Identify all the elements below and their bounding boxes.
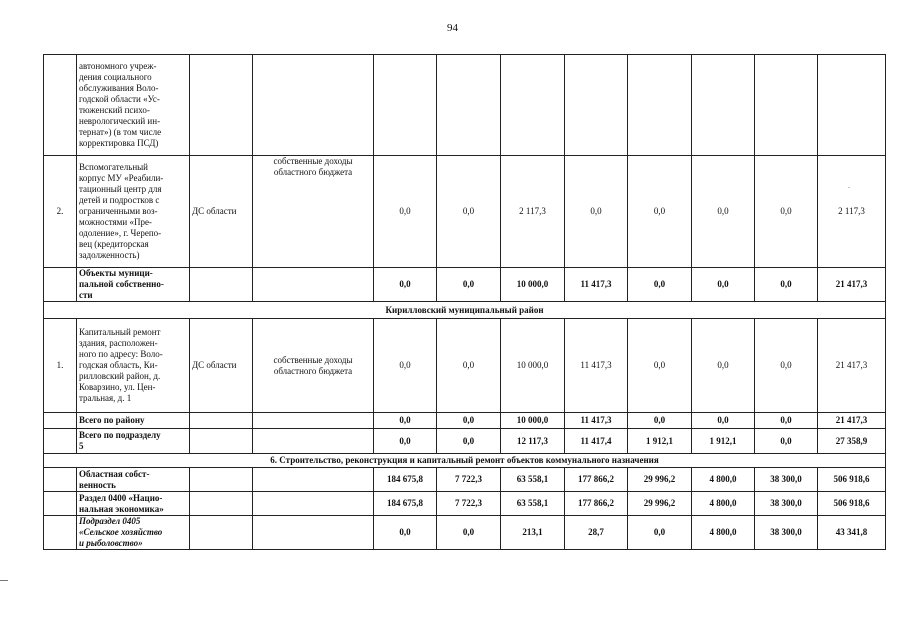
row-number — [44, 413, 77, 429]
object-name: Капитальный ремонт здания, расположен- ного по адресу: Воло- годская область, Ки- рилловский район, д. Коварзино, ул. Цен- тральная, д. 1 — [77, 319, 190, 413]
amount-cell: 0,0 — [374, 516, 437, 550]
amount-cell: 29 996,2 — [628, 492, 692, 516]
amount-cell: 29 996,2 — [628, 468, 692, 492]
funding-source — [253, 492, 374, 516]
amount-cell: 0,0 — [628, 516, 692, 550]
amount-cell: 11 417,4 — [565, 429, 628, 454]
budget-table — [43, 54, 886, 550]
amount-cell: 0,0 — [755, 268, 818, 302]
amount-cell — [437, 55, 501, 156]
object-name: Объекты муници- пальной собственно- сти — [77, 268, 190, 302]
responsible-entity: ДС области — [190, 156, 253, 268]
amount-cell: 0,0 — [437, 319, 501, 413]
amount-cell: 28,7 — [565, 516, 628, 550]
funding-source — [253, 468, 374, 492]
amount-cell: 7 722,3 — [437, 492, 501, 516]
object-name: Всего по подразделу 5 — [77, 429, 190, 454]
amount-cell — [628, 55, 692, 156]
object-name: Всего по району — [77, 413, 190, 429]
amount-cell: 2 117,3 — [818, 156, 886, 268]
table-row — [44, 492, 886, 516]
amount-cell: 0,0 — [374, 413, 437, 429]
amount-cell: 0,0 — [755, 156, 818, 268]
amount-cell: 21 417,3 — [818, 268, 886, 302]
object-name: автономного учреж- дения социального обслуживания Воло- годской области «Ус- тюженский психо- неврологический ин- тернат») (в том числе корректировка ПСД) — [77, 55, 190, 156]
amount-cell: 11 417,3 — [565, 319, 628, 413]
row-number — [44, 55, 77, 156]
amount-cell — [755, 55, 818, 156]
amount-cell: 4 800,0 — [692, 492, 755, 516]
amount-cell: 0,0 — [755, 413, 818, 429]
responsible-entity — [190, 413, 253, 429]
responsible-entity — [190, 468, 253, 492]
table-row — [44, 268, 886, 302]
amount-cell — [374, 55, 437, 156]
amount-cell: 0,0 — [628, 268, 692, 302]
amount-cell: 506 918,6 — [818, 468, 886, 492]
funding-source — [253, 55, 374, 156]
funding-source: собственные доходы областного бюджета — [253, 156, 374, 268]
amount-cell: 184 675,8 — [374, 468, 437, 492]
responsible-entity — [190, 492, 253, 516]
table-row — [44, 468, 886, 492]
amount-cell: 506 918,6 — [818, 492, 886, 516]
amount-cell: 0,0 — [437, 268, 501, 302]
amount-cell: 0,0 — [437, 429, 501, 454]
amount-cell: 38 300,0 — [755, 492, 818, 516]
amount-cell: 0,0 — [374, 268, 437, 302]
page-number: 94 — [447, 22, 458, 34]
amount-cell: 38 300,0 — [755, 516, 818, 550]
amount-cell: 0,0 — [755, 429, 818, 454]
amount-cell — [565, 55, 628, 156]
amount-cell: 177 866,2 — [565, 468, 628, 492]
amount-cell: 11 417,3 — [565, 413, 628, 429]
responsible-entity — [190, 516, 253, 550]
row-number — [44, 492, 77, 516]
table-row — [44, 413, 886, 429]
table-row — [44, 516, 886, 550]
funding-source — [253, 268, 374, 302]
section-header: 6. Строительство, реконструкция и капитальный ремонт объектов коммунального назначения — [44, 454, 886, 468]
amount-cell: 0,0 — [374, 319, 437, 413]
amount-cell: 0,0 — [692, 156, 755, 268]
responsible-entity — [190, 268, 253, 302]
row-number: 2. — [44, 156, 77, 268]
funding-source — [253, 429, 374, 454]
amount-cell: 0,0 — [437, 516, 501, 550]
amount-cell: 10 000,0 — [501, 268, 565, 302]
row-number — [44, 268, 77, 302]
funding-source: собственные доходы областного бюджета — [253, 319, 374, 413]
table-row — [44, 319, 886, 413]
amount-cell: 27 358,9 — [818, 429, 886, 454]
section-header: Кирилловский муниципальный район — [44, 302, 886, 319]
amount-cell: 0,0 — [565, 156, 628, 268]
amount-cell: 2 117,3 — [501, 156, 565, 268]
amount-cell: 21 417,3 — [818, 319, 886, 413]
amount-cell: 0,0 — [437, 156, 501, 268]
amount-cell: 177 866,2 — [565, 492, 628, 516]
responsible-entity — [190, 55, 253, 156]
amount-cell: 0,0 — [628, 319, 692, 413]
amount-cell: 10 000,0 — [501, 319, 565, 413]
amount-cell: 0,0 — [692, 413, 755, 429]
amount-cell: 12 117,3 — [501, 429, 565, 454]
row-number — [44, 516, 77, 550]
amount-cell: 0,0 — [692, 319, 755, 413]
amount-cell: 4 800,0 — [692, 468, 755, 492]
row-number: 1. — [44, 319, 77, 413]
object-name: Раздел 0400 «Нацио- нальная экономика» — [77, 492, 190, 516]
table-row — [44, 429, 886, 454]
amount-cell: 0,0 — [628, 413, 692, 429]
amount-cell: 0,0 — [628, 156, 692, 268]
row-number — [44, 468, 77, 492]
funding-source — [253, 516, 374, 550]
amount-cell: 38 300,0 — [755, 468, 818, 492]
responsible-entity — [190, 429, 253, 454]
amount-cell — [501, 55, 565, 156]
amount-cell: 11 417,3 — [565, 268, 628, 302]
amount-cell: 63 558,1 — [501, 492, 565, 516]
amount-cell: 184 675,8 — [374, 492, 437, 516]
row-number — [44, 429, 77, 454]
object-name: Областная собст- венность — [77, 468, 190, 492]
stray-mark: . — [848, 181, 850, 190]
funding-source — [253, 413, 374, 429]
amount-cell: 0,0 — [374, 429, 437, 454]
table-row — [44, 55, 886, 156]
table-row — [44, 156, 886, 268]
amount-cell: 43 341,8 — [818, 516, 886, 550]
amount-cell: 0,0 — [692, 268, 755, 302]
amount-cell: 7 722,3 — [437, 468, 501, 492]
amount-cell: 21 417,3 — [818, 413, 886, 429]
amount-cell: 213,1 — [501, 516, 565, 550]
object-name: Подраздел 0405 «Сельское хозяйство и рыболовство» — [77, 516, 190, 550]
amount-cell: 10 000,0 — [501, 413, 565, 429]
amount-cell — [692, 55, 755, 156]
amount-cell: 1 912,1 — [628, 429, 692, 454]
amount-cell: 0,0 — [374, 156, 437, 268]
amount-cell: 4 800,0 — [692, 516, 755, 550]
amount-cell: 0,0 — [437, 413, 501, 429]
margin-tick — [0, 580, 8, 581]
table-row — [44, 454, 886, 468]
responsible-entity: ДС области — [190, 319, 253, 413]
amount-cell: 63 558,1 — [501, 468, 565, 492]
amount-cell: 0,0 — [755, 319, 818, 413]
amount-cell — [818, 55, 886, 156]
table-row — [44, 302, 886, 319]
amount-cell: 1 912,1 — [692, 429, 755, 454]
object-name: Вспомогательный корпус МУ «Реабили- тационный центр для детей и подростков с ограниченными воз- можностями «Пре- одоление», г. Черепо- вец (кредиторская задолженность) — [77, 156, 190, 268]
